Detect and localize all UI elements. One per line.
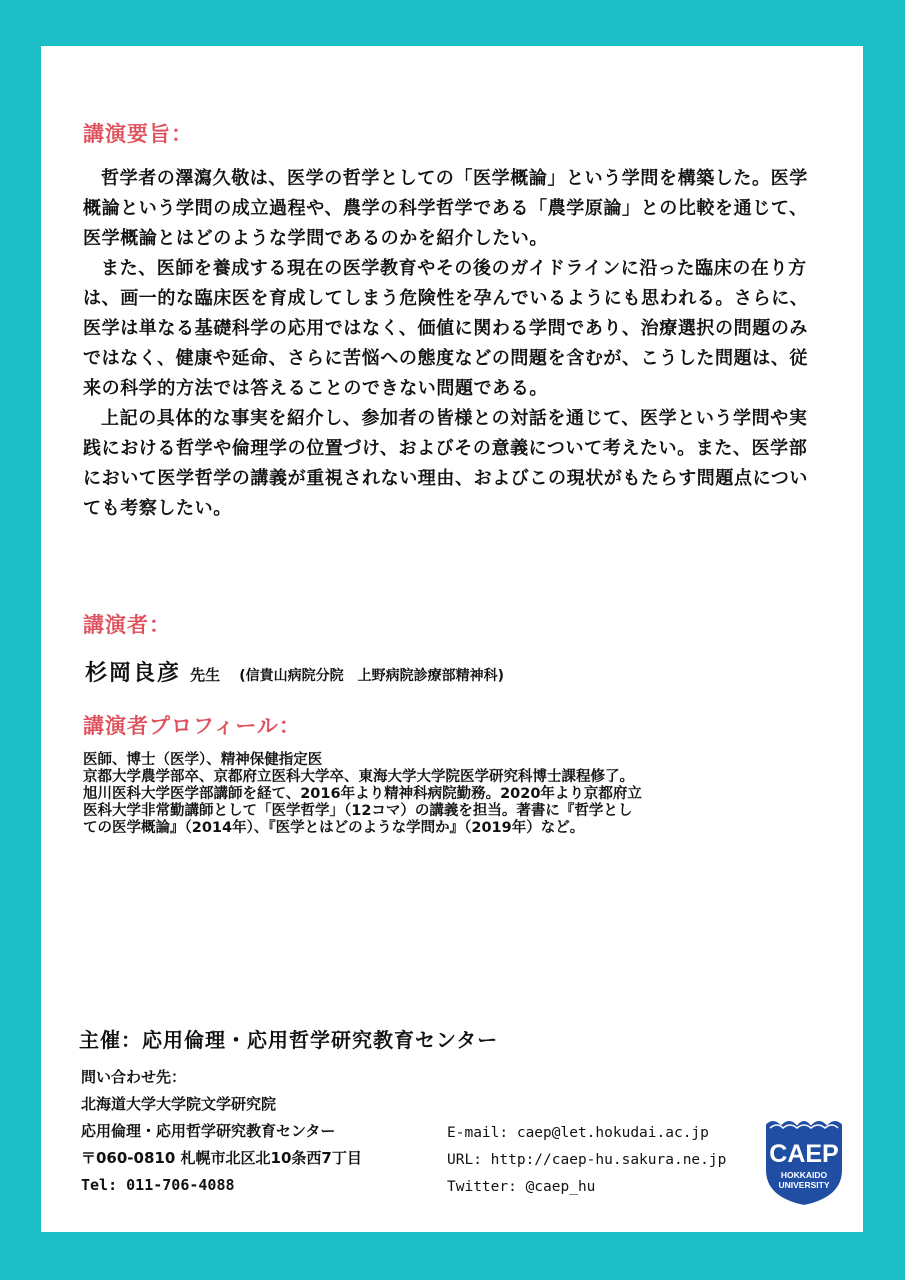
speaker-heading: 講演者： <box>83 613 171 637</box>
profile-line: 医科大学非常勤講師として「医学哲学」（12コマ）の講義を担当。著書に『哲学とし <box>83 803 633 819</box>
speaker-title: 先生 <box>190 666 221 684</box>
flyer-page <box>41 46 863 1232</box>
profile-line: 京都大学農学部卒、京都府立医科大学卒、東海大学大学院医学研究科博士課程修了。 <box>83 769 634 785</box>
abstract-heading: 講演要旨： <box>83 122 193 146</box>
logo-subtext: HOKKAIDO <box>780 1170 828 1180</box>
profile-line: 旭川医科大学医学部講師を経て、2016年より精神科病院勤務。2020年より京都府立 <box>83 786 642 802</box>
contact-online <box>447 1120 726 1201</box>
caep-logo <box>761 1112 847 1208</box>
speaker-affiliation: (信貴山病院分院 上野病院診療部精神科) <box>239 668 505 684</box>
contact-label: 問い合わせ先： <box>81 1068 187 1086</box>
contact-info <box>81 1064 362 1199</box>
contact-center: 応用倫理・応用哲学研究教育センター <box>81 1122 336 1140</box>
logo-text: CAEP <box>769 1140 839 1168</box>
organizer: 主催：応用倫理・応用哲学研究教育センター <box>79 1028 499 1052</box>
abstract-paragraph-3: 上記の具体的な事実を紹介し、参加者の皆様との対話を通じて、医学という学問や実践における哲学や倫理学の位置づけ、およびその意義について考えたい。また、医学部において医学哲学の講義が重視されない理由、およびこの現状がもたらす問題点についても考察したい。 <box>83 408 809 519</box>
contact-address: 〒060-0810 札幌市北区北10条西7丁目 <box>81 1149 362 1167</box>
profile-line: 医師、博士（医学）、精神保健指定医 <box>83 752 323 768</box>
logo-subtext: UNIVERSITY <box>778 1180 830 1190</box>
profile-heading: 講演者プロフィール： <box>83 714 301 738</box>
contact-twitter[interactable]: Twitter: @caep_hu <box>447 1179 596 1195</box>
contact-tel: Tel: 011-706-4088 <box>81 1176 235 1194</box>
speaker-name: 杉岡良彦 <box>85 661 182 686</box>
contact-email[interactable]: E-mail: caep@let.hokudai.ac.jp <box>447 1125 709 1141</box>
speaker-line <box>85 656 504 687</box>
profile-line: ての医学概論』（2014年）、『医学とはどのような学問か』（2019年）など。 <box>83 820 585 836</box>
abstract-paragraph-2: また、医師を養成する現在の医学教育やその後のガイドラインに沿った臨床の在り方は、画一的な臨床医を育成してしまう危険性を孕んでいるようにも思われる。さらに、医学は単なる基礎科学の応用ではなく、価値に関わる学問であり、治療選択の問題のみではなく、健康や延命、さらに苦悩への態度などの問題を含むが、こうした問題は、従来の科学的方法では答えることのできない問題である。 <box>83 258 809 399</box>
contact-org: 北海道大学大学院文学研究院 <box>81 1095 277 1113</box>
profile-body <box>83 752 843 837</box>
contact-url[interactable]: URL: http://caep-hu.sakura.ne.jp <box>447 1152 727 1168</box>
abstract-paragraph-1: 哲学者の澤瀉久敬は、医学の哲学としての「医学概論」という学問を構築した。医学概論という学問の成立過程や、農学の科学哲学である「農学原論」との比較を通じて、医学概論とはどのような学問であるのかを紹介したい。 <box>83 168 808 249</box>
abstract-body <box>83 164 825 524</box>
